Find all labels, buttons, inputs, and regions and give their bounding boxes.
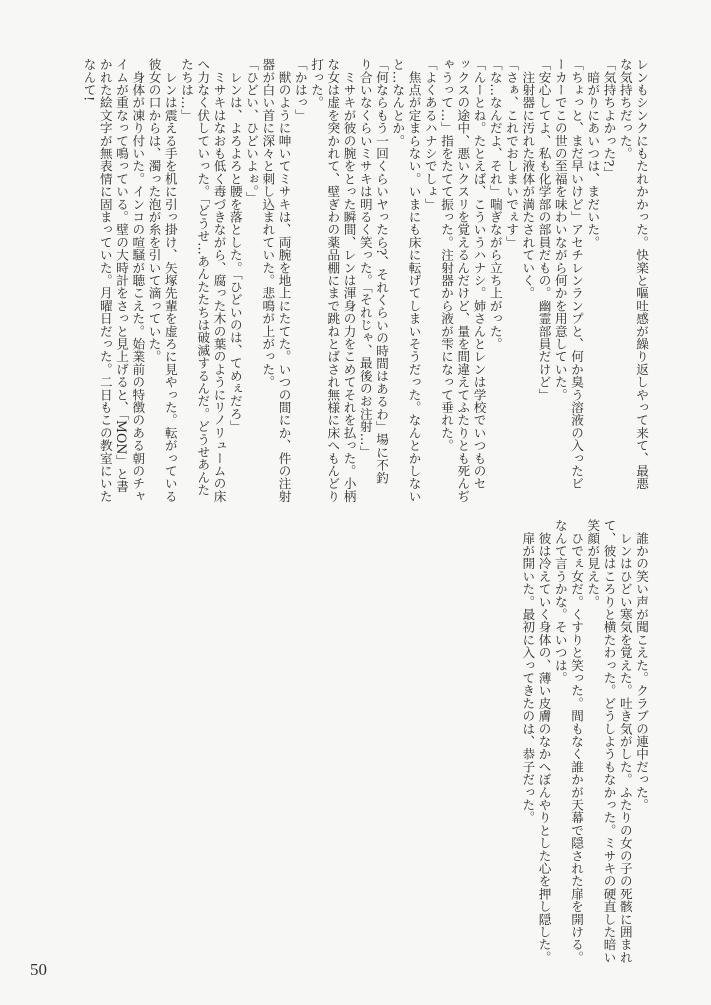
text-column: と…なんとか。 (390, 58, 406, 147)
text-column: イムが重なって鳴っている。壁の大時計をさっと見上げると、「MON」と書 (114, 58, 129, 493)
text-column: へ力なく伏していった。「どうせ…あんたたちは破滅するんだ。どうせあんた (195, 58, 211, 497)
text-column: かれた絵文字が無表情に固まっていた。月曜日だった。二日もこの教室にいた (97, 58, 113, 503)
text-column: レンは震える手を机に引っ掛け、矢塚先輩を虚ろに見やった。転がっている (162, 58, 178, 503)
text-column: 「さぁ、これでおしまいでぇす」 (504, 58, 519, 249)
text-column: ックスの途中、悪いクスリを覚えるんだけど、量を間違えてふたりとも死んぢ (455, 58, 471, 503)
text-column: 「気持ちよかった?」 (601, 58, 617, 180)
text-column: な気持ちだった。 (617, 58, 633, 160)
text-column: 「よくあるハナシでしょ」 (422, 58, 438, 211)
text-column: 暗がりにあいつは、まだいた。 (585, 58, 601, 249)
text-column: 「な…なんだよ、それ」喘ぎながら立ち上がった。 (487, 58, 503, 351)
main-text-block (80, 58, 649, 503)
text-column: ゃうって…」指をたてて振った。注射器から液が雫になって垂れた。 (439, 58, 454, 452)
text-column: て、彼はころりと横たわった。どうしようもなかった。ミサキの硬直した暗い (601, 519, 617, 964)
text-column: レンは、よろよろと腰を落とした。「ひどいのは、てめぇだろ」 (227, 58, 243, 433)
page-number: 50 (30, 960, 47, 979)
text-column: 「かはっ」 (292, 58, 308, 122)
text-column: たちは…」 (179, 58, 194, 122)
text-column: 「ちょっと、まだ早いけど」アセチレンランプと、何か臭う溶液の入ったビ (569, 58, 584, 490)
text-column: な女は虚を突かれて、壁ぎわの薬品棚にまで跳ねとばされ無様に床へもんどり (325, 58, 341, 503)
text-column: 獣のように呻いてミサキは、両腕を地上にたてた。いつの間にか、件の注射 (276, 58, 292, 503)
text-column: 「安心してよ、私も化学部の部員だもの。幽霊部員だけど」 (536, 58, 552, 401)
text-column: 笑顔が見えた。 (585, 519, 601, 608)
text-column: 「んーとね。たとえば、こういうハナシ。姉さんとレンは学校でいつものセ (471, 58, 487, 490)
text-column: 注射器に汚れた液体が満たされていく。 (520, 58, 536, 300)
text-column: レンもシンクにもたれかかった。快楽と嘔吐感が繰り返しやって来て、最悪 (634, 58, 649, 490)
text-column: 打った。 (309, 58, 324, 109)
text-column: 扉が開いた。最初に入ってきたのは、恭子だった。 (520, 519, 536, 824)
text-column: 彼は冷えていく身体の、薄い皮膚のなかへぼんやりとした心を押し隠した。 (536, 519, 552, 964)
text-column: なんて言うかな。そいつは。 (552, 519, 568, 685)
text-column: り合いなくらいミサキは明るく笑った。「それじゃ、最後のお注射…」 (357, 58, 373, 459)
text-column: 誰かの笑い声が聞こえた。クラブの連中だった。 (634, 519, 649, 812)
text-column: なんて! (81, 58, 97, 102)
text-column: レンはひどい寒気を覚えた。吐き気がした。ふたりの女の子の死骸に囲まれ (617, 519, 633, 964)
text-column: 身体が凍り付いた。インコの喧騒が聴こえた。始業前の特徴のある朝のチャ (130, 58, 146, 503)
text-column: 器が白い首に深々と刺し込まれていた。悲鳴が上がった。 (260, 58, 276, 389)
text-column: 焦点が定まらない。いまにも床に転げてしまいそうだった。なんとかしない (406, 58, 422, 503)
text-column: ひでぇ女だ。くすりと笑った。間もなく誰かが天幕で隠された扉を開ける。 (569, 519, 584, 964)
text-column: ミサキが彼の腕をとった瞬間、レンは渾身の力をこめてそれを払った。小柄 (341, 58, 357, 503)
text-column: 「ひどい、ひどいよぉ。」 (244, 58, 259, 205)
text-column: ミサキはなおも低く毒づきながら、腐った木の葉のようにリノリュームの床 (211, 58, 227, 503)
closing-text-block (519, 519, 649, 964)
text-column: ーカーでこの世の至福を味わいながら何かを用意していた。 (552, 58, 568, 401)
text-column: 「何ならもう一回くらいヤったら?、それくらいの時間はあるわ」場に不釣 (374, 58, 389, 484)
text-column: 彼女の口からは、濁った泡が糸を引いて滴っていた。 (146, 58, 162, 363)
